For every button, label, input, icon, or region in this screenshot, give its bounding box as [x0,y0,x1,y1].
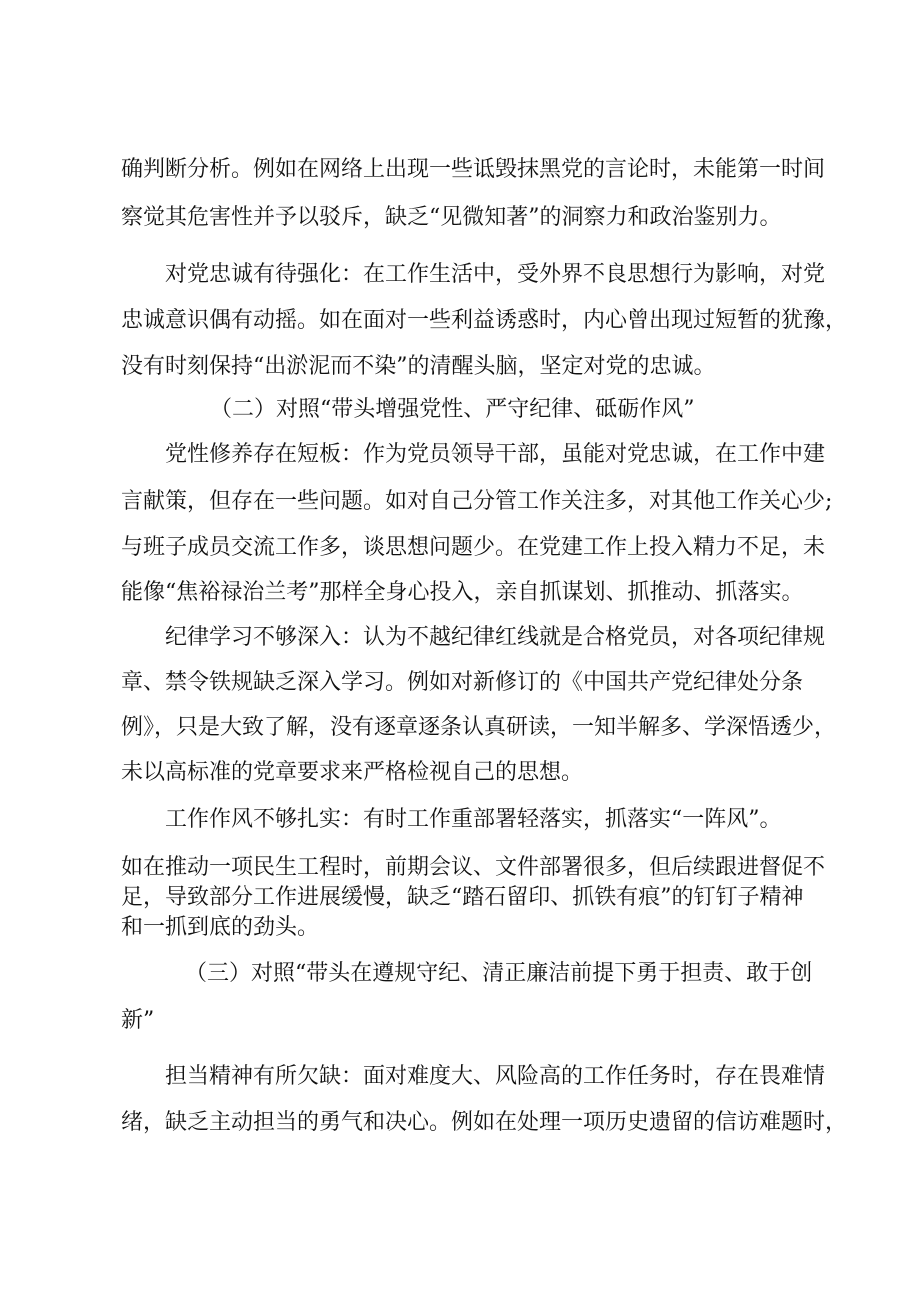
text-line: 如在推动一项民生工程时，前期会议、文件部署很多，但后续跟进督促不 [121,855,826,880]
text-line: 未以高标准的党章要求来严格检视自己的思想。 [121,760,584,785]
paragraph-start: 工作作风不够扎实：有时工作重部署轻落实，抓落实“一阵风”。 [165,807,782,832]
text-line: 和一抓到底的劲头。 [121,915,320,940]
section-heading-3-continuation: 新” [121,1008,155,1033]
text-line: 忠诚意识偶有动摇。如在面对一些利益诱惑时，内心曾出现过短暂的犹豫， [121,308,848,333]
paragraph-start: 纪律学习不够深入：认为不越纪律红线就是合格党员，对各项纪律规 [165,625,826,650]
text-line: 与班子成员交流工作多，谈思想问题少。在党建工作上投入精力不足，未 [121,535,826,560]
text-line: 言献策，但存在一些问题。如对自己分管工作关注多，对其他工作关心少; [121,489,833,514]
text-line: 章、禁令铁规缺乏深入学习。例如对新修订的《中国共产党纪律处分条 [121,670,804,695]
text-line: 确判断分析。例如在网络上出现一些诋毁抹黑党的言论时，未能第一时间 [121,157,826,182]
paragraph-start: 党性修养存在短板：作为党员领导干部，虽能对党忠诚，在工作中建 [165,442,826,467]
section-heading-3: （三）对照“带头在遵规守纪、清正廉洁前提下勇于担责、敢于创 [185,961,813,986]
text-line: 没有时刻保持“出淤泥而不染”的清醒头脑，坚定对党的忠诚。 [121,354,716,379]
text-line: 察觉其危害性并予以驳斥，缺乏“见微知著”的洞察力和政治鉴别力。 [121,205,782,230]
section-heading-2: （二）对照“带头增强党性、严守纪律、砥砺作风” [210,397,695,422]
text-line: 例》，只是大致了解，没有逐章逐条认真研读，一知半解多、学深悟透少， [121,715,837,740]
paragraph-start: 对党忠诚有待强化：在工作生活中，受外界不良思想行为影响，对党 [165,262,826,287]
text-line: 绪，缺乏主动担当的勇气和决心。例如在处理一项历史遗留的信访难题时， [121,1110,848,1135]
paragraph-start: 担当精神有所欠缺：面对难度大、风险高的工作任务时，存在畏难情 [165,1064,826,1089]
text-line: 足，导致部分工作进展缓慢，缺乏“踏石留印、抓铁有痕”的钉钉子精神 [121,885,804,910]
text-line: 能像“焦裕禄治兰考”那样全身心投入，亲自抓谋划、抓推动、抓落实。 [121,580,804,605]
